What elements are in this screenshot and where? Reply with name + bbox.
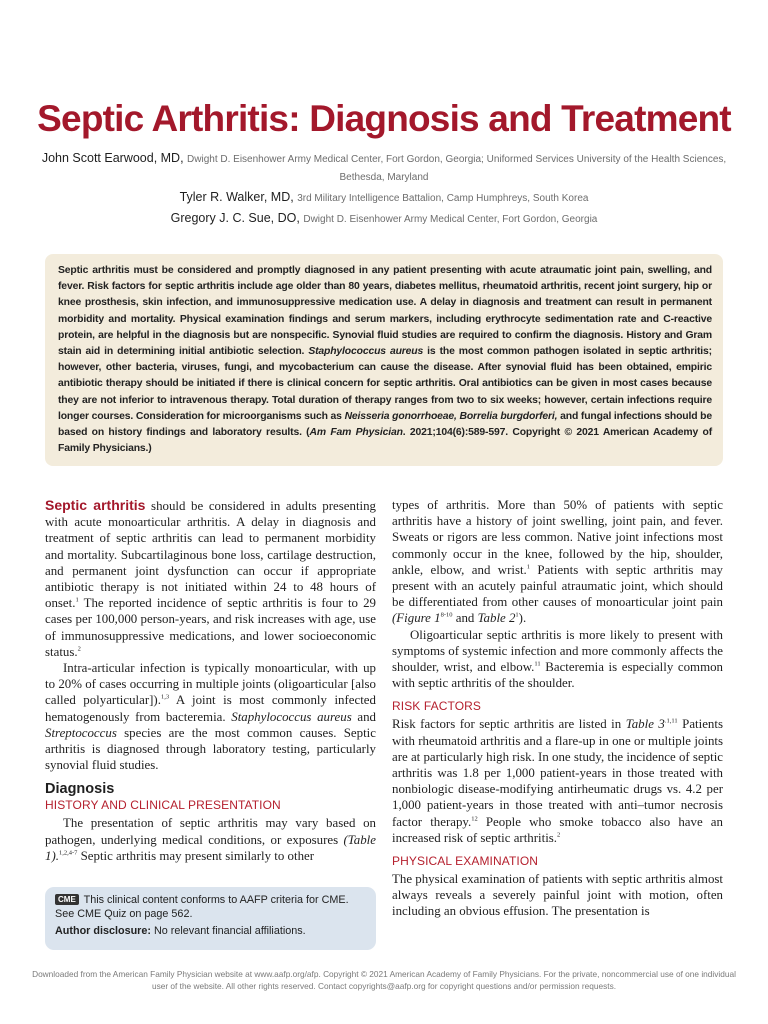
paragraph-text: A joint is most commonly infected hematogenously from bacteremia.: [45, 693, 376, 724]
subsection-heading-risk-factors: RISK FACTORS: [392, 699, 481, 714]
subsection-heading-history: HISTORY AND CLINICAL PRESENTATION: [45, 798, 281, 813]
paragraph-text: and: [351, 709, 376, 724]
paragraph-text: The reported incidence of septic arthritis is four to 29 cases per 100,000 person-years, and risk increases with age, use of immunosuppressive medications, and lower socioeconomic status.: [45, 596, 376, 659]
cme-badge: CME: [55, 894, 79, 905]
paragraph-text: ).: [518, 611, 527, 626]
paragraph-text: and: [452, 611, 478, 626]
paragraph-text: should be considered in adults presenting with acute monoarticular arthritis. A delay in diagnosis and treatment of septic arthritis can lead to permanent morbidity and mortality. Subcartilaginous bone loss, cartilage destruction, and permanent joint dysfunction can occur if appropriate antibiotic therapy is not initiated within 24 to 48 hours of onset.: [45, 499, 376, 611]
author-affiliation: Dwight D. Eisenhower Army Medical Center, Fort Gordon, Georgia; Uniformed Services University of the Health Sciences, Bethesda, Maryland: [187, 154, 727, 183]
section-heading-diagnosis: Diagnosis: [45, 781, 115, 798]
disclosure-label: Author disclosure:: [55, 925, 151, 937]
body-column-left: [45, 497, 376, 864]
citation-ref: 1,3: [160, 694, 170, 702]
paragraph-text: Patients with rheumatoid arthritis and a flare-up in one or multiple joints are at particularly high risk. In one study, the incidence of septic arthritis was 1.8 per 1,000 patient-years in those treated with nonbiologic disease-modifying antirheumatic drugs vs. 4.2 per 1,000 patient-years in those treated with anti–tumor necrosis factor therapy.: [392, 717, 723, 829]
citation-ref: 1: [515, 612, 519, 620]
intro-paragraph: [45, 497, 376, 660]
citation-ref: 12: [471, 815, 478, 823]
author-name: Gregory J. C. Sue, DO,: [170, 211, 300, 225]
body-paragraph: [392, 716, 723, 846]
abstract-text-1: Septic arthritis must be considered and promptly diagnosed in any patient presenting with acute atraumatic joint pain, swelling, and fever. Risk factors for septic arthritis include age older than 80 years, diabetes mellitus, rheumatoid arthritis, recent joint surgery, hip or knee prosthesis, skin infection, and immunosuppressive medication use. A delay in diagnosis and treatment can result in permanent morbidity and mortality. Physical examination findings and serum markers, including erythrocyte sedimentation rate and C-reactive protein, are helpful in the diagnosis but are nonspecific. Synovial fluid studies are required to confirm the diagnosis. History and Gram stain aid in determining initial antibiotic selection.: [58, 265, 712, 358]
citation-ref: .1,11: [664, 718, 678, 726]
organism-name: Staphylococcus aureus: [231, 709, 352, 724]
body-paragraph: [392, 497, 723, 627]
citation-ref: 1,2,4-7: [58, 849, 78, 857]
copyright-footer: Downloaded from the American Family Physician website at www.aafp.org/afp. Copyright © 2021 American Academy of Family Physicians. For the private, noncommercial use of one individual user of the website. All other rights reserved. Contact copyrights@aafp.org for copyright questions and/or permission requests.: [32, 969, 736, 991]
lead-term: Septic arthritis: [45, 497, 146, 513]
paragraph-text: Risk factors for septic arthritis are listed in: [392, 717, 626, 732]
figure-ref[interactable]: (Figure 1: [392, 611, 441, 626]
body-paragraph: [392, 627, 723, 692]
abstract-journal: Am Fam Physician: [309, 427, 403, 439]
article-title: Septic Arthritis: Diagnosis and Treatment: [37, 98, 731, 139]
paragraph-text: Intra-articular infection is typically monoarticular, with up to 20% of cases occurring in multiple joints (oligoarticular [also called polyarticular]).: [45, 661, 376, 708]
author-2: [40, 189, 728, 207]
abstract-text-3: and fungal infections should be based on history findings and laboratory results. (: [58, 410, 712, 439]
author-1: [40, 150, 728, 186]
citation-ref: 8-10: [440, 612, 453, 620]
paragraph-text: Septic arthritis may present similarly to other: [77, 848, 315, 863]
author-3: [40, 210, 728, 228]
body-column-right: [392, 497, 723, 920]
disclosure-text: No relevant financial affiliations.: [153, 925, 306, 937]
table-ref[interactable]: Table 3: [625, 717, 665, 732]
body-paragraph: The physical examination of patients with septic arthritis almost always reveals a severely painful joint with motion, often including an obvious effusion. The presentation is: [392, 872, 723, 919]
abstract-box: [45, 254, 723, 466]
citation-ref: 1: [75, 596, 79, 604]
subsection-heading-physical-exam: PHYSICAL EXAMINATION: [392, 854, 539, 869]
cme-text: This clinical content conforms to AAFP criteria for CME. See CME Quiz on page 562.: [55, 894, 349, 920]
abstract-organism-1: Staphylococcus aureus: [308, 346, 424, 358]
cme-box: [45, 887, 376, 950]
body-paragraph: [45, 660, 376, 773]
table-ref[interactable]: Table 2: [477, 611, 516, 626]
author-affiliation: Dwight D. Eisenhower Army Medical Center, Fort Gordon, Georgia: [303, 214, 598, 225]
citation-ref: 2: [557, 831, 561, 839]
citation-ref: 1: [526, 563, 531, 571]
body-paragraph: [45, 815, 376, 864]
paragraph-text: The presentation of septic arthritis may vary based on pathogen, underlying medical conditions, or exposures: [45, 816, 376, 847]
paragraph-text: types of arthritis. More than 50% of patients with septic arthritis have a history of joint swelling, joint pain, and fever. Sweats or rigors are less common. Native joint infections most commonly occur in the knee, followed by the hip, shoulder, ankle, elbow, and wrist.: [392, 498, 723, 577]
paragraph-text: People who smoke tobacco also have an increased risk of septic arthritis.: [392, 814, 723, 845]
author-list: [40, 150, 728, 231]
organism-name: Streptococcus: [45, 725, 117, 740]
citation-ref: 11: [534, 660, 541, 668]
author-name: Tyler R. Walker, MD,: [179, 190, 294, 204]
author-name: John Scott Earwood, MD,: [41, 151, 184, 165]
paragraph-text: Oligoarticular septic arthritis is more likely to present with symptoms of systemic infection and more commonly affects the shoulder, wrist, and elbow.: [392, 627, 723, 675]
paragraph-text: species are the most common causes. Septic arthritis is diagnosed through laboratory testing, particularly synovial fluid studies.: [45, 725, 376, 773]
table-ref[interactable]: (Table 1).: [45, 832, 376, 863]
citation-ref: 2: [77, 645, 81, 653]
abstract-organism-2: Neisseria gonorrhoeae, Borrelia burgdorferi,: [344, 410, 558, 422]
abstract-text-2: is the most common pathogen isolated in septic arthritis; however, other bacteria, viruses, fungi, and mycobacterium can cause the disease. After synovial fluid has been obtained, empiric antibiotic therapy should be initiated if there is clinical concern for septic arthritis. Oral antibiotics can be given in most cases because they are not inferior to intravenous therapy. Total duration of therapy ranges from two to six weeks; however, certain infections require longer courses. Consideration for microorganisms such as: [58, 346, 712, 422]
abstract-citation: . 2021;104(6):589-597. Copyright © 2021 American Academy of Family Physicians.): [58, 427, 713, 455]
paragraph-text: Patients with septic arthritis may present with an acutely painful atraumatic joint, which should be differentiated from other causes of monoarticular joint pain: [392, 562, 723, 610]
author-affiliation: 3rd Military Intelligence Battalion, Camp Humphreys, South Korea: [297, 193, 589, 204]
paragraph-text: Bacteremia is especially common with septic arthritis of the shoulder.: [392, 660, 723, 691]
